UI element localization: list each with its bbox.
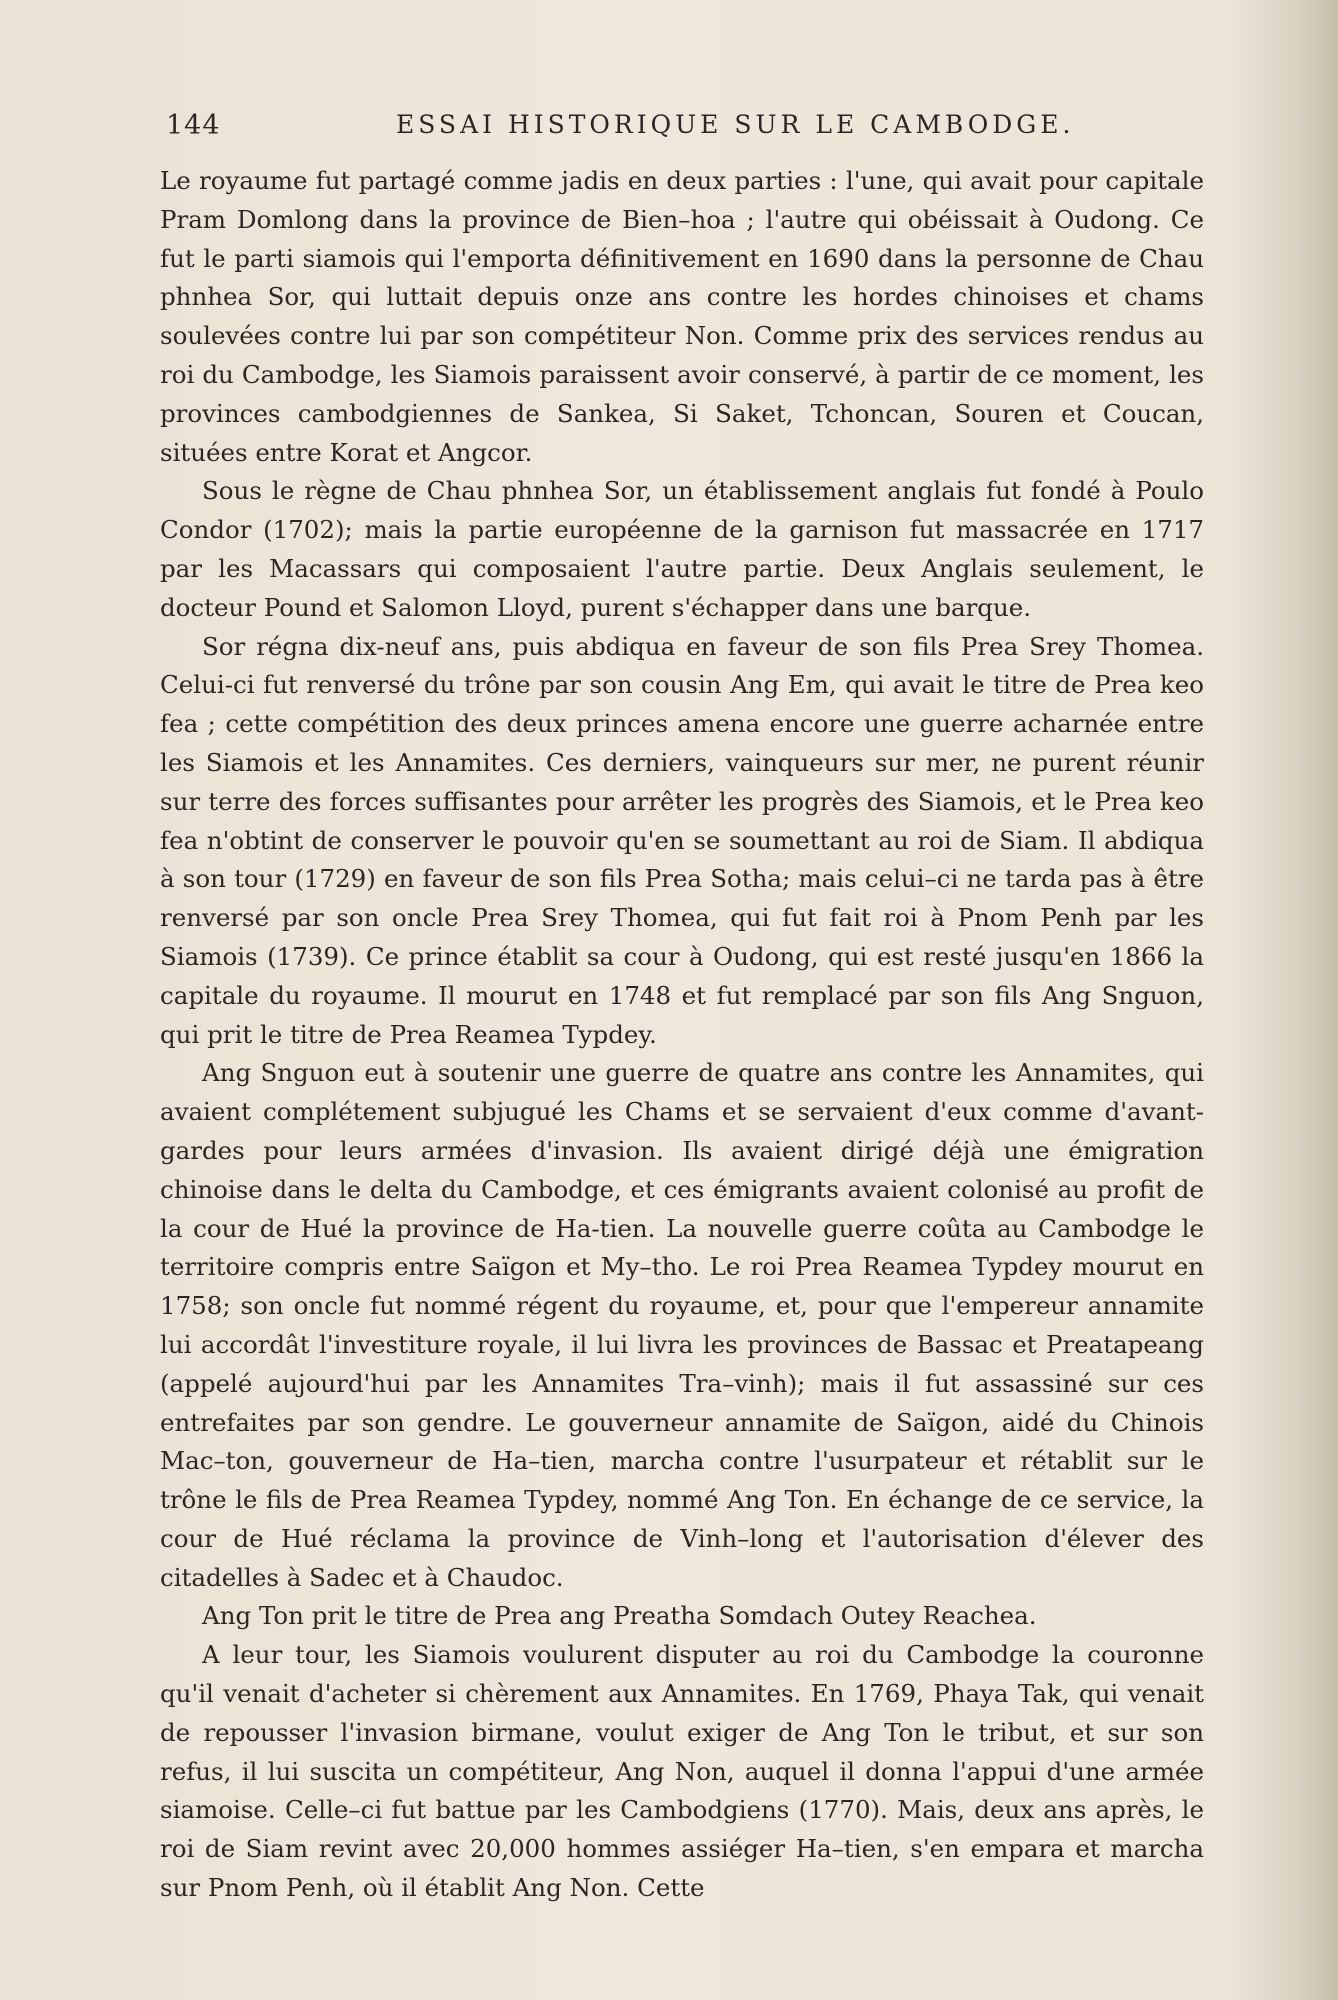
paragraph: Ang Ton prit le titre de Prea ang Preatha Somdach Outey Reachea.	[202, 1601, 1037, 1631]
body-text	[160, 162, 1204, 1908]
paragraph: Le royaume fut partagé comme jadis en deux parties : l'une, qui avait pour capitale Pram Domlong dans la province de Bien–hoa ; l'autre qui obéissait à Oudong. Ce fut le parti siamois qui l'emporta définitivement en 1690 dans la personne de Chau phnhea Sor, qui luttait depuis onze ans contre les hordes chinoises et chams soulevées contre lui par son compétiteur Non. Comme prix des services rendus au roi du Cambodge, les Siamois paraissent avoir conservé, à partir de ce moment, les provinces cambodgiennes de Sankea, Si Saket, Tchoncan, Souren et Coucan, situées entre Korat et Angcor.	[160, 166, 1204, 467]
running-title: ESSAI HISTORIQUE SUR LE CAMBODGE.	[396, 110, 1075, 139]
paragraph: A leur tour, les Siamois voulurent disputer au roi du Cambodge la couronne qu'il venait d'acheter si chèrement aux Annamites. En 1769, Phaya Tak, qui venait de repousser l'invasion birmane, voulut exiger de Ang Ton le tribut, et sur son refus, il lui suscita un compétiteur, Ang Non, auquel il donna l'appui d'une armée siamoise. Celle–ci fut battue par les Cambodgiens (1770). Mais, deux ans après, le roi de Siam revint avec 20,000 hommes assiéger Ha–tien, s'en empara et marcha sur Pnom Penh, où il établit Ang Non. Cette	[160, 1640, 1204, 1903]
paragraph: Ang Snguon eut à soutenir une guerre de quatre ans contre les Annamites, qui avaient complétement subjugué les Chams et se servaient d'eux comme d'avant-gardes pour leurs armées d'invasion. Ils avaient dirigé déjà une émigration chinoise dans le delta du Cambodge, et ces émigrants avaient colonisé au profit de la cour de Hué la province de Ha-tien. La nouvelle guerre coûta au Cambodge le territoire compris entre Saïgon et My–tho. Le roi Prea Reamea Typdey mourut en 1758; son oncle fut nommé régent du royaume, et, pour que l'empereur annamite lui accordât l'investiture royale, il lui livra les provinces de Bassac et Preatapeang (appelé aujourd'hui par les Annamites Tra–vinh); mais il fut assassiné sur ces entrefaites par son gendre. Le gouverneur annamite de Saïgon, aidé du Chinois Mac–ton, gouverneur de Ha–tien, marcha contre l'usurpateur et rétablit sur le trône le fils de Prea Reamea Typdey, nommé Ang Ton. En échange de ce service, la cour de Hué réclama la province de Vinh–long et l'autorisation d'élever des citadelles à Sadec et à Chaudoc.	[160, 1058, 1204, 1592]
page-header	[166, 110, 1202, 150]
paragraph: Sor régna dix-neuf ans, puis abdiqua en faveur de son fils Prea Srey Thomea. Celui-ci fut renversé du trône par son cousin Ang Em, qui avait le titre de Prea keo fea ; cette compétition des deux princes amena encore une guerre acharnée entre les Siamois et les Annamites. Ces derniers, vainqueurs sur mer, ne purent réunir sur terre des forces suffisantes pour arrêter les progrès des Siamois, et le Prea keo fea n'obtint de conserver le pouvoir qu'en se soumettant au roi de Siam. Il abdiqua à son tour (1729) en faveur de son fils Prea Sotha; mais celui–ci ne tarda pas à être renversé par son oncle Prea Srey Thomea, qui fut fait roi à Pnom Penh par les Siamois (1739). Ce prince établit sa cour à Oudong, qui est resté jusqu'en 1866 la capitale du royaume. Il mourut en 1748 et fut remplacé par son fils Ang Snguon, qui prit le titre de Prea Reamea Typdey.	[160, 631, 1204, 1049]
page-number: 144	[166, 110, 221, 141]
paragraph: Sous le règne de Chau phnhea Sor, un établissement anglais fut fondé à Poulo Condor (1702); mais la partie européenne de la garnison fut massacrée en 1717 par les Macassars qui composaient l'autre partie. Deux Anglais seulement, le docteur Pound et Salomon Lloyd, purent s'échapper dans une barque.	[160, 476, 1204, 622]
